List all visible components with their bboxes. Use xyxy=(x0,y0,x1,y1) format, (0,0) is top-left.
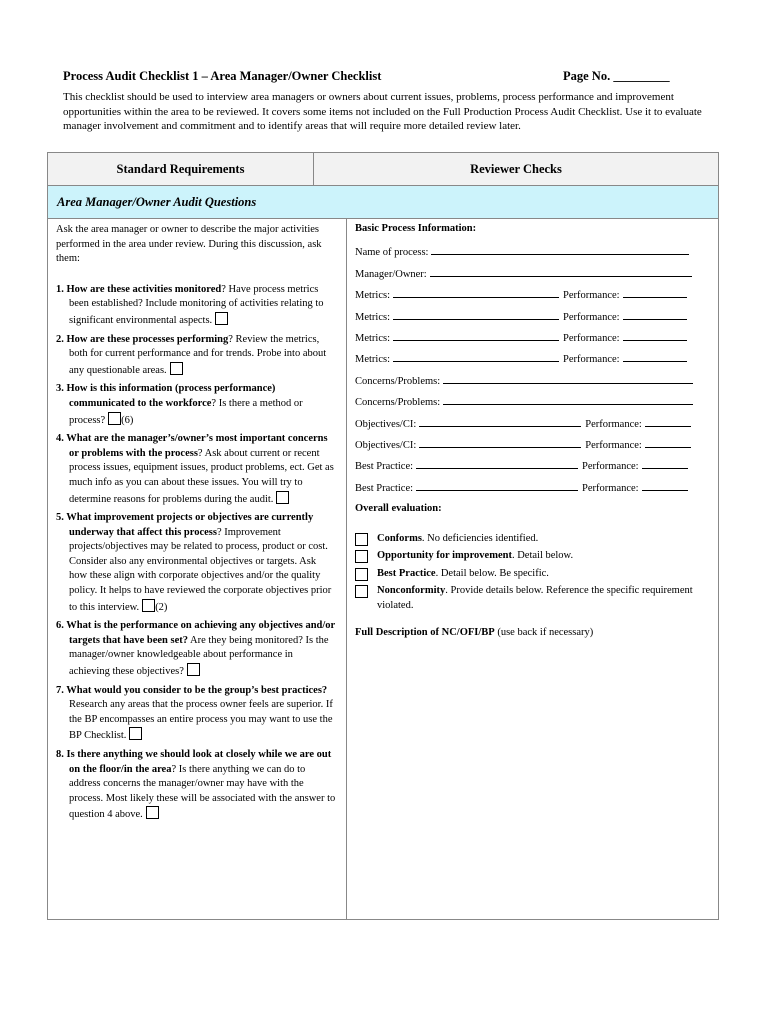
question-reference: (6) xyxy=(121,414,134,426)
evaluation-option[interactable] xyxy=(355,532,715,547)
info-field-label: Concerns/Problems: xyxy=(355,397,441,409)
reviewer-checks-column xyxy=(355,223,715,638)
info-field-input[interactable] xyxy=(443,394,693,405)
question-title: 4. What are the manager’s/owner’s most important concerns or problems with the process xyxy=(56,433,328,459)
info-field-row xyxy=(355,301,715,322)
info-field-input[interactable] xyxy=(431,244,689,255)
question-item xyxy=(56,684,336,744)
question-checkbox[interactable] xyxy=(142,599,155,612)
question-title: 8. Is there anything we should look at closely while we are out on the floor/in the area xyxy=(56,749,332,775)
info-field-row xyxy=(355,430,715,451)
question-checkbox[interactable] xyxy=(108,412,121,425)
evaluation-detail: . Provide details below. Reference the specific requirement violated. xyxy=(377,585,693,611)
performance-input[interactable] xyxy=(642,480,688,491)
performance-input[interactable] xyxy=(623,309,687,320)
question-text: Are they being monitored? Is the manager/owner knowledgeable about performance in achieving these objectives? xyxy=(69,634,329,678)
performance-input[interactable] xyxy=(645,416,691,427)
info-field-input[interactable] xyxy=(430,266,692,277)
evaluation-checkbox[interactable] xyxy=(355,533,368,546)
info-field-row xyxy=(355,451,715,472)
questions-column xyxy=(56,223,336,823)
questions-lead: Ask the area manager or owner to describe the major activities performed in the area under review. During this discussion, ask them: xyxy=(56,224,322,265)
info-field-row xyxy=(355,472,715,493)
info-field-input[interactable] xyxy=(416,480,578,491)
intro-paragraph: This checklist should be used to interview area managers or owners about current issues, problems, process performance and improvement opportunities within the area to be reviewed. It covers some items not included on the Full Production Process Audit Checklist. Use it to evaluate manager involvement and commitment and to identify areas that will require more detailed review later. xyxy=(63,91,702,132)
info-field-row xyxy=(355,387,715,408)
question-item xyxy=(56,283,336,329)
question-title: 7. What would you consider to be the group’s best practices? xyxy=(56,684,328,696)
info-field-label: Objectives/CI: xyxy=(355,418,417,430)
evaluation-option[interactable] xyxy=(355,549,715,564)
performance-label: Performance: xyxy=(563,290,620,302)
evaluation-title: Best Practice xyxy=(377,567,436,579)
column-divider xyxy=(346,219,347,919)
info-field-input[interactable] xyxy=(393,309,559,320)
question-title: 5. What improvement projects or objectives are currently underway that affect this process xyxy=(56,512,314,538)
evaluation-text xyxy=(377,532,538,547)
evaluation-text xyxy=(377,549,573,564)
evaluation-option[interactable] xyxy=(355,567,715,582)
info-field-label: Metrics: xyxy=(355,311,390,323)
info-field-label: Name of process: xyxy=(355,247,429,259)
performance-label: Performance: xyxy=(563,311,620,323)
question-item xyxy=(56,432,336,507)
performance-label: Performance: xyxy=(563,354,620,366)
performance-input[interactable] xyxy=(623,351,687,362)
question-item xyxy=(56,382,336,428)
performance-label: Performance: xyxy=(582,482,639,494)
info-field-input[interactable] xyxy=(419,416,581,427)
info-field-input[interactable] xyxy=(393,351,559,362)
evaluation-option[interactable] xyxy=(355,584,715,613)
performance-input[interactable] xyxy=(623,330,687,341)
question-title: 6. What is the performance on achieving any objectives and/or targets that have been set? xyxy=(56,620,336,646)
performance-label: Performance: xyxy=(582,461,639,473)
question-text: ? Ask about current or recent process issues, equipment issues, product problems, ect. Get as much info as you can about these issues. You will try to determine reasons for problems during the audit. xyxy=(69,447,334,505)
question-item xyxy=(56,748,336,823)
question-item xyxy=(56,511,336,615)
column-header-reviewer-checks: Reviewer Checks xyxy=(314,153,718,186)
info-field-row xyxy=(355,408,715,429)
info-field-row xyxy=(355,365,715,386)
info-field-row xyxy=(355,344,715,365)
performance-label: Performance: xyxy=(585,439,642,451)
evaluation-text xyxy=(377,584,715,613)
page-number-field[interactable]: Page No. _________ xyxy=(563,69,670,83)
evaluation-title: Conforms xyxy=(377,532,422,544)
full-description-note: (use back if necessary) xyxy=(494,627,594,639)
question-checkbox[interactable] xyxy=(146,806,159,819)
question-checkbox[interactable] xyxy=(215,312,228,325)
question-checkbox[interactable] xyxy=(187,663,200,676)
info-field-input[interactable] xyxy=(393,287,559,298)
question-text: Research any areas that the process owner feels are superior. If the BP encompasses an entire process you may want to use the BP Checklist. xyxy=(69,699,333,742)
question-title: 2. How are these processes performing xyxy=(56,333,229,345)
performance-input[interactable] xyxy=(642,458,688,469)
question-checkbox[interactable] xyxy=(129,727,142,740)
question-title: 3. How is this information (process performance) communicated to the workforce xyxy=(56,383,276,409)
question-text: ? Improvement projects/objectives may be related to process, product or cost. Consider also any environmental objectives or targets. Ask how these align with corporate objectives and/or the quality policy. It helps to have reviewed the corporate objectives prior to this interview. xyxy=(69,526,332,613)
info-field-input[interactable] xyxy=(443,373,693,384)
info-field-label: Metrics: xyxy=(355,332,390,344)
performance-input[interactable] xyxy=(645,437,691,448)
evaluation-text xyxy=(377,567,549,582)
full-description-title: Full Description of NC/OFI/BP xyxy=(355,627,495,639)
info-field-label: Metrics: xyxy=(355,354,390,366)
info-field-label: Best Practice: xyxy=(355,482,414,494)
question-text: ? Is there a method or process? xyxy=(69,397,303,426)
performance-label: Performance: xyxy=(585,418,642,430)
evaluation-detail: . No deficiencies identified. xyxy=(421,532,539,544)
evaluation-detail: . Detail below. Be specific. xyxy=(435,567,549,579)
question-checkbox[interactable] xyxy=(276,491,289,504)
info-field-input[interactable] xyxy=(416,458,578,469)
info-field-label: Concerns/Problems: xyxy=(355,375,441,387)
question-reference: (2) xyxy=(155,601,168,613)
info-field-row xyxy=(355,323,715,344)
info-field-row xyxy=(355,280,715,301)
info-field-input[interactable] xyxy=(419,437,581,448)
section-title: Area Manager/Owner Audit Questions xyxy=(48,186,718,219)
info-field-row xyxy=(355,237,715,258)
basic-info-heading: Basic Process Information: xyxy=(355,223,477,234)
question-text: ? Review the metrics, both for current performance and for trends. Probe into about any questionable areas. xyxy=(69,333,327,376)
info-field-label: Objectives/CI: xyxy=(355,439,417,451)
question-text: ? Is there anything we can do to address concerns the manager/owner may have with the process. Most likely these will be associated with the answer to question 4 above. xyxy=(69,763,336,821)
full-description-label xyxy=(355,627,715,638)
info-field-input[interactable] xyxy=(393,330,559,341)
evaluation-checkbox[interactable] xyxy=(355,550,368,563)
performance-label: Performance: xyxy=(563,332,620,344)
info-field-label: Metrics: xyxy=(355,290,390,302)
overall-evaluation-heading: Overall evaluation: xyxy=(355,502,442,514)
info-field-label: Best Practice: xyxy=(355,461,414,473)
evaluation-title: Opportunity for improvement xyxy=(377,550,512,562)
checklist-table xyxy=(47,152,719,920)
info-field-row xyxy=(355,258,715,279)
evaluation-detail: . Detail below. xyxy=(511,550,574,562)
info-field-label: Manager/Owner: xyxy=(355,268,427,280)
question-text: ? Have process metrics been established? Include monitoring of activities relating to significant environmental aspects. xyxy=(69,283,324,326)
evaluation-checkbox[interactable] xyxy=(355,568,368,581)
question-item xyxy=(56,619,336,679)
document-title: Process Audit Checklist 1 – Area Manager/Owner Checklist xyxy=(63,69,382,83)
evaluation-checkbox[interactable] xyxy=(355,585,368,598)
column-header-standard-requirements: Standard Requirements xyxy=(48,153,314,186)
question-item xyxy=(56,333,336,379)
question-checkbox[interactable] xyxy=(170,362,183,375)
question-title: 1. How are these activities monitored xyxy=(56,283,222,295)
evaluation-title: Nonconformity xyxy=(377,585,446,597)
performance-input[interactable] xyxy=(623,287,687,298)
